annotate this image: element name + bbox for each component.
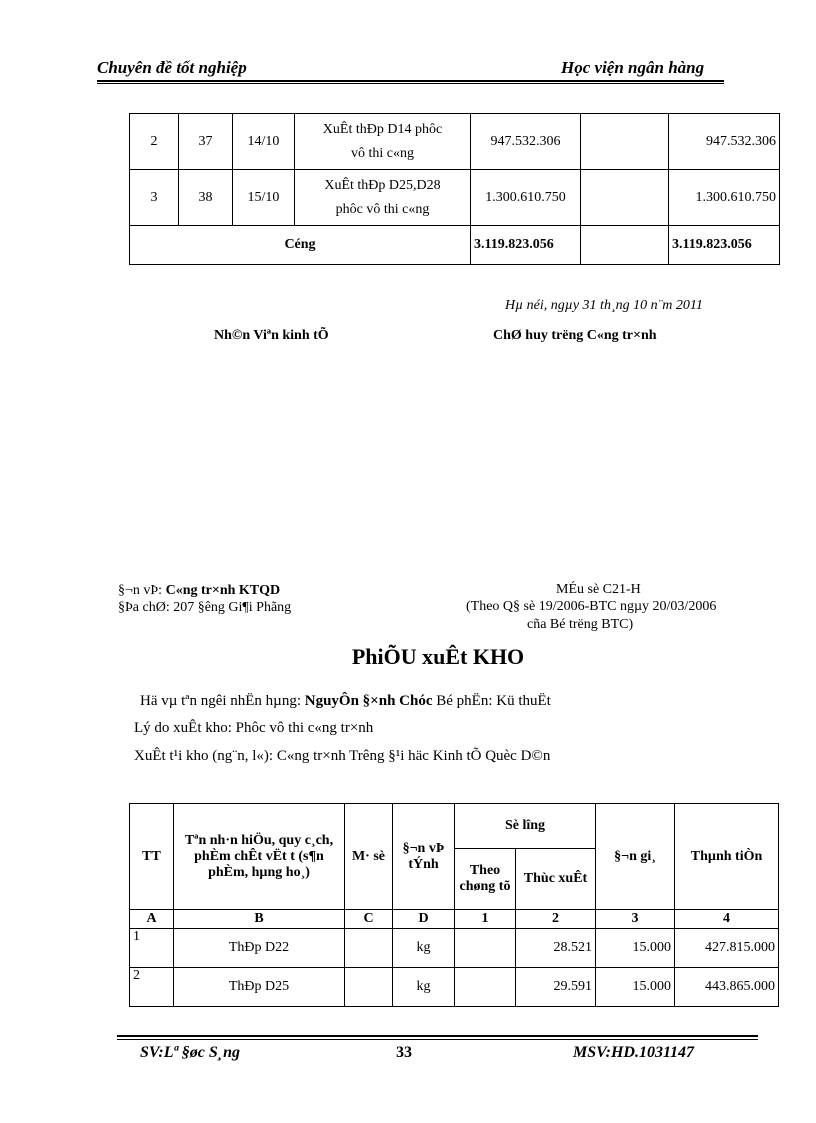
header-left-title: Chuyên đề tốt nghiệp bbox=[97, 58, 247, 77]
letter-cell: C bbox=[345, 910, 393, 929]
row-actual-qty: 28.521 bbox=[516, 929, 596, 968]
row-unit-price: 15.000 bbox=[596, 929, 675, 968]
header-rule bbox=[97, 80, 724, 82]
total-empty-cell bbox=[581, 226, 669, 265]
description-line-2: phôc vô thi c«ng bbox=[335, 201, 430, 217]
footer-student-id: MSV:HD.1031147 bbox=[573, 1044, 695, 1061]
form-issuer: cña Bé trëng BTC) bbox=[527, 617, 634, 632]
col-header-per-document: Theo chøng tõ bbox=[455, 849, 516, 910]
row-code bbox=[345, 968, 393, 1007]
receiver-department: Bé phËn: Kü thuËt bbox=[432, 693, 551, 709]
header-row bbox=[130, 804, 779, 849]
description-line-1: XuÊt thÐp D25,D28 bbox=[324, 177, 441, 193]
row-per-document bbox=[455, 929, 516, 968]
warehouse-line: XuÊt t¹i kho (ng¨n, l«): C«ng tr×nh Trêng §¹i häc Kinh tÕ Quèc D©n bbox=[134, 748, 551, 764]
row-unit: kg bbox=[393, 929, 455, 968]
letter-cell: 1 bbox=[455, 910, 516, 929]
col-header-code: M· sè bbox=[345, 804, 393, 910]
total-sum: 3.119.823.056 bbox=[471, 226, 581, 265]
header-right-title: Học viện ngân hàng bbox=[561, 58, 705, 77]
col-header-unit-price: §¬n gi¸ bbox=[596, 804, 675, 910]
col-header-name: Tªn nh·n hiÖu, quy c¸ch, phÈm chÊt vËt t (s¶n phÈm, hµng ho¸) bbox=[174, 804, 345, 910]
table-row bbox=[130, 114, 780, 170]
signature-date: Hµ néi, ngµy 31 th¸ng 10 n¨m 2011 bbox=[505, 298, 703, 313]
row-stt: 2 bbox=[130, 114, 179, 170]
unit-block bbox=[118, 582, 291, 616]
row-date: 15/10 bbox=[233, 170, 295, 226]
total-label: Céng bbox=[130, 226, 471, 265]
table-row bbox=[130, 929, 779, 968]
footer-student: SV:Lª §øc S¸ng bbox=[140, 1044, 240, 1061]
row-description bbox=[295, 114, 471, 170]
letter-cell: D bbox=[393, 910, 455, 929]
receiver-line bbox=[140, 693, 551, 710]
form-code: MÉu sè C21-H bbox=[556, 582, 641, 597]
ledger-table bbox=[129, 113, 780, 265]
header-rule-thin bbox=[97, 83, 724, 84]
col-header-actual: Thùc xuÊt bbox=[516, 849, 596, 910]
receiver-name: NguyÔn §×nh Chóc bbox=[304, 693, 433, 709]
row-description bbox=[295, 170, 471, 226]
letter-cell: 3 bbox=[596, 910, 675, 929]
row-total: 1.300.610.750 bbox=[471, 170, 581, 226]
row-doc-number: 37 bbox=[179, 114, 233, 170]
row-value: 1.300.610.750 bbox=[669, 170, 780, 226]
row-tt: 1 bbox=[130, 929, 174, 968]
description-line-2: vô thi c«ng bbox=[351, 145, 414, 161]
col-header-tt: TT bbox=[130, 804, 174, 910]
signature-right-title: ChØ huy trëng C«ng tr×nh bbox=[493, 328, 657, 343]
issue-slip-table bbox=[129, 803, 779, 1007]
row-tt: 2 bbox=[130, 968, 174, 1007]
total-value: 3.119.823.056 bbox=[669, 226, 780, 265]
column-letter-row bbox=[130, 910, 779, 929]
row-item-name: ThÐp D25 bbox=[174, 968, 345, 1007]
letter-cell: 4 bbox=[675, 910, 779, 929]
row-code bbox=[345, 929, 393, 968]
row-unit: kg bbox=[393, 968, 455, 1007]
row-amount: 443.865.000 bbox=[675, 968, 779, 1007]
footer-rule bbox=[117, 1035, 758, 1037]
unit-label: §¬n vÞ: bbox=[118, 583, 166, 598]
row-item-name: ThÐp D22 bbox=[174, 929, 345, 968]
row-unit-price: 15.000 bbox=[596, 968, 675, 1007]
slip-title: PhiÕU xuÊt KHO bbox=[351, 644, 525, 669]
row-amount: 427.815.000 bbox=[675, 929, 779, 968]
reason-line: Lý do xuÊt kho: Phôc vô thi c«ng tr×nh bbox=[134, 720, 374, 736]
row-doc-number: 38 bbox=[179, 170, 233, 226]
form-reference: (Theo Q§ sè 19/2006-BTC ngµy 20/03/2006 bbox=[466, 599, 717, 614]
col-header-amount: Thµnh tiÒn bbox=[675, 804, 779, 910]
col-header-quantity: Sè lîng bbox=[455, 804, 596, 849]
unit-value: C«ng tr×nh KTQD bbox=[165, 583, 281, 598]
page-number: 33 bbox=[396, 1044, 412, 1061]
description-line-1: XuÊt thÐp D14 phôc bbox=[322, 121, 443, 137]
row-date: 14/10 bbox=[233, 114, 295, 170]
row-stt: 3 bbox=[130, 170, 179, 226]
row-empty-cell bbox=[581, 170, 669, 226]
footer-rule-thin bbox=[117, 1039, 758, 1040]
table-row bbox=[130, 170, 780, 226]
row-per-document bbox=[455, 968, 516, 1007]
table-row bbox=[130, 968, 779, 1007]
total-row bbox=[130, 226, 780, 265]
letter-cell: B bbox=[174, 910, 345, 929]
col-header-unit: §¬n vÞ tÝnh bbox=[393, 804, 455, 910]
unit-address: §Þa chØ: 207 §êng Gi¶i Phãng bbox=[118, 600, 292, 615]
row-empty-cell bbox=[581, 114, 669, 170]
letter-cell: 2 bbox=[516, 910, 596, 929]
receiver-label: Hä vµ tªn ngêi nhËn hµng: bbox=[140, 693, 305, 709]
letter-cell: A bbox=[130, 910, 174, 929]
signature-left-title: Nh©n Viªn kinh tÕ bbox=[214, 328, 329, 343]
row-value: 947.532.306 bbox=[669, 114, 780, 170]
row-total: 947.532.306 bbox=[471, 114, 581, 170]
row-actual-qty: 29.591 bbox=[516, 968, 596, 1007]
